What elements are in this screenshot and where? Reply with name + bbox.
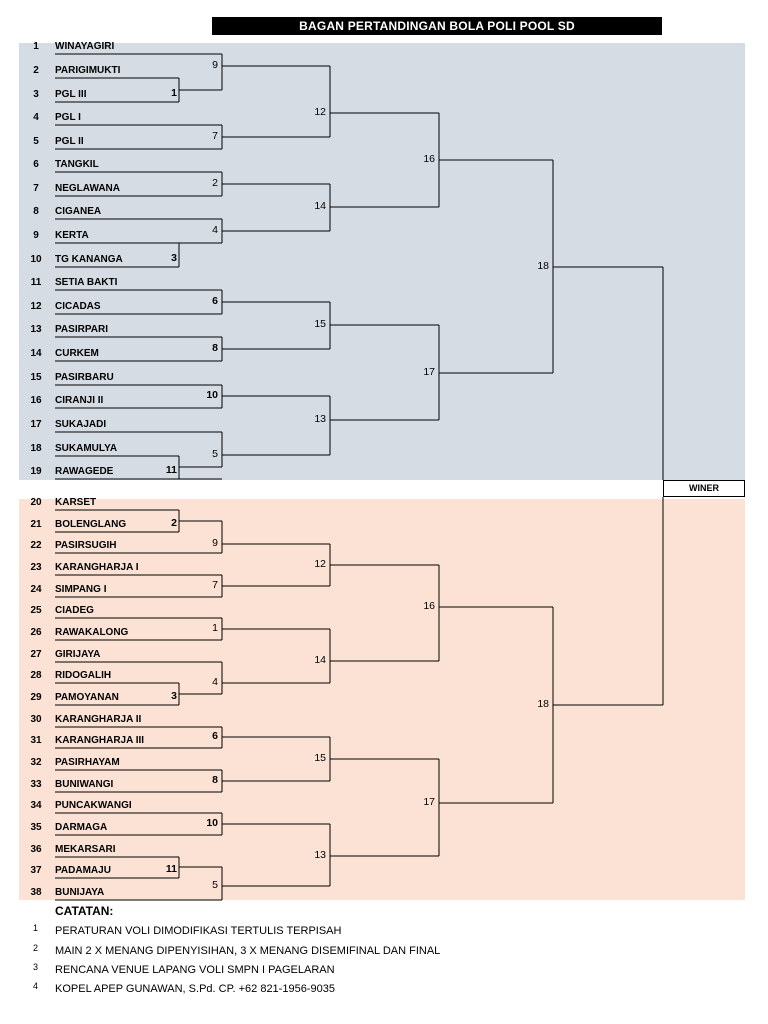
team-name: KARANGHARJA III [55, 735, 145, 746]
row-number: 16 [30, 395, 42, 406]
team-name: GIRIJAYA [55, 649, 101, 660]
team-name: WINAYAGIRI [55, 41, 115, 52]
row-number: 5 [33, 136, 39, 147]
match-number: 14 [314, 654, 326, 666]
row-number: 6 [33, 159, 39, 170]
team-name: PAMOYANAN [55, 692, 119, 703]
team-name: BUNIJAYA [55, 887, 105, 898]
row-number: 13 [30, 324, 42, 335]
row-number: 11 [30, 277, 42, 288]
row-number: 24 [30, 584, 42, 595]
team-name: RIDOGALIH [55, 670, 112, 681]
match-number: 15 [314, 318, 326, 330]
row-number: 19 [30, 466, 42, 477]
team-name: TG KANANGA [55, 254, 123, 265]
team-name: MEKARSARI [55, 844, 116, 855]
team-name: PGL III [55, 89, 87, 100]
team-name: CICADAS [55, 301, 101, 312]
note-text: RENCANA VENUE LAPANG VOLI SMPN I PAGELARAN [55, 964, 335, 976]
match-number: 16 [423, 600, 435, 612]
match-number: 5 [212, 879, 218, 891]
team-name: SETIA BAKTI [55, 277, 118, 288]
team-name: TANGKIL [55, 159, 99, 170]
match-number: 15 [314, 752, 326, 764]
team-name: BUNIWANGI [55, 779, 114, 790]
match-number: 3 [171, 690, 177, 702]
row-number: 25 [30, 605, 42, 616]
row-number: 18 [30, 443, 42, 454]
row-number: 10 [30, 254, 42, 265]
row-number: 29 [30, 692, 42, 703]
team-name: PASIRSUGIH [55, 540, 117, 551]
team-name: SUKAJADI [55, 419, 107, 430]
note-number: 1 [33, 923, 39, 933]
row-number: 20 [30, 497, 42, 508]
match-number: 11 [165, 464, 177, 476]
row-number: 34 [30, 800, 42, 811]
team-name: PARIGIMUKTI [55, 65, 121, 76]
row-number: 21 [30, 519, 42, 530]
team-name: BOLENGLANG [55, 519, 127, 530]
match-number: 12 [314, 106, 326, 118]
match-number: 6 [212, 295, 218, 307]
row-number: 2 [33, 65, 39, 76]
match-number: 2 [212, 177, 218, 189]
match-number: 1 [171, 87, 177, 99]
team-name: KARSET [55, 497, 97, 508]
match-number: 9 [212, 59, 218, 71]
match-number: 13 [314, 413, 326, 425]
row-number: 15 [30, 372, 42, 383]
row-number: 33 [30, 779, 42, 790]
team-name: CIRANJI II [55, 395, 104, 406]
team-name: KARANGHARJA I [55, 562, 139, 573]
team-name: RAWAGEDE [55, 466, 114, 477]
match-number: 3 [171, 252, 177, 264]
row-number: 22 [30, 540, 42, 551]
row-number: 1 [33, 41, 39, 52]
page-title: BAGAN PERTANDINGAN BOLA POLI POOL SD [212, 17, 662, 35]
row-number: 23 [30, 562, 42, 573]
match-number: 4 [212, 224, 218, 236]
match-number: 8 [212, 342, 218, 354]
row-number: 9 [33, 230, 39, 241]
match-number: 17 [423, 366, 435, 378]
row-number: 7 [33, 183, 39, 194]
match-number: 12 [314, 558, 326, 570]
match-number: 1 [212, 622, 218, 634]
row-number: 8 [33, 206, 39, 217]
team-name: DARMAGA [55, 822, 108, 833]
row-number: 4 [33, 112, 39, 123]
match-number: 6 [212, 730, 218, 742]
team-name: SIMPANG I [55, 584, 107, 595]
note-text: PERATURAN VOLI DIMODIFIKASI TERTULIS TERPISAH [55, 925, 342, 937]
match-number: 7 [212, 130, 218, 142]
team-name: SUKAMULYA [55, 443, 118, 454]
team-name: CIGANEA [55, 206, 102, 217]
team-name: PADAMAJU [55, 865, 111, 876]
note-text: KOPEL APEP GUNAWAN, S.Pd. CP. +62 821-1956-9035 [55, 983, 335, 995]
row-number: 31 [30, 735, 42, 746]
match-number: 16 [423, 153, 435, 165]
team-name: PASIRBARU [55, 372, 114, 383]
winner-box: WINER [663, 480, 745, 497]
match-number: 7 [212, 579, 218, 591]
team-name: PASIRPARI [55, 324, 108, 335]
team-name: CIADEG [55, 605, 94, 616]
note-text: MAIN 2 X MENANG DIPENYISIHAN, 3 X MENANG DISEMIFINAL DAN FINAL [55, 945, 441, 957]
row-number: 36 [30, 844, 42, 855]
row-number: 28 [30, 670, 42, 681]
match-number: 18 [537, 260, 549, 272]
row-number: 37 [30, 865, 42, 876]
team-name: PGL II [55, 136, 84, 147]
team-name: KARANGHARJA II [55, 714, 142, 725]
row-number: 27 [30, 649, 42, 660]
match-number: 10 [206, 389, 218, 401]
note-number: 4 [33, 981, 39, 991]
match-number: 8 [212, 774, 218, 786]
match-number: 10 [206, 817, 218, 829]
match-number: 13 [314, 849, 326, 861]
notes-title: CATATAN: [55, 904, 114, 918]
row-number: 12 [30, 301, 42, 312]
row-number: 3 [33, 89, 39, 100]
match-number: 5 [212, 448, 218, 460]
team-name: NEGLAWANA [55, 183, 120, 194]
team-name: CURKEM [55, 348, 99, 359]
row-number: 32 [30, 757, 42, 768]
match-number: 17 [423, 796, 435, 808]
team-name: PGL I [55, 112, 81, 123]
match-number: 4 [212, 676, 218, 688]
row-number: 14 [30, 348, 42, 359]
row-number: 35 [30, 822, 42, 833]
team-name: PASIRHAYAM [55, 757, 120, 768]
match-number: 14 [314, 200, 326, 212]
team-name: KERTA [55, 230, 89, 241]
team-name: RAWAKALONG [55, 627, 129, 638]
row-number: 17 [30, 419, 42, 430]
row-number: 26 [30, 627, 42, 638]
note-number: 2 [33, 943, 39, 953]
match-number: 2 [171, 517, 177, 529]
note-number: 3 [33, 962, 39, 972]
match-number: 18 [537, 698, 549, 710]
row-number: 30 [30, 714, 42, 725]
match-number: 9 [212, 537, 218, 549]
match-number: 11 [165, 863, 177, 875]
row-number: 38 [30, 887, 42, 898]
team-name: PUNCAKWANGI [55, 800, 132, 811]
